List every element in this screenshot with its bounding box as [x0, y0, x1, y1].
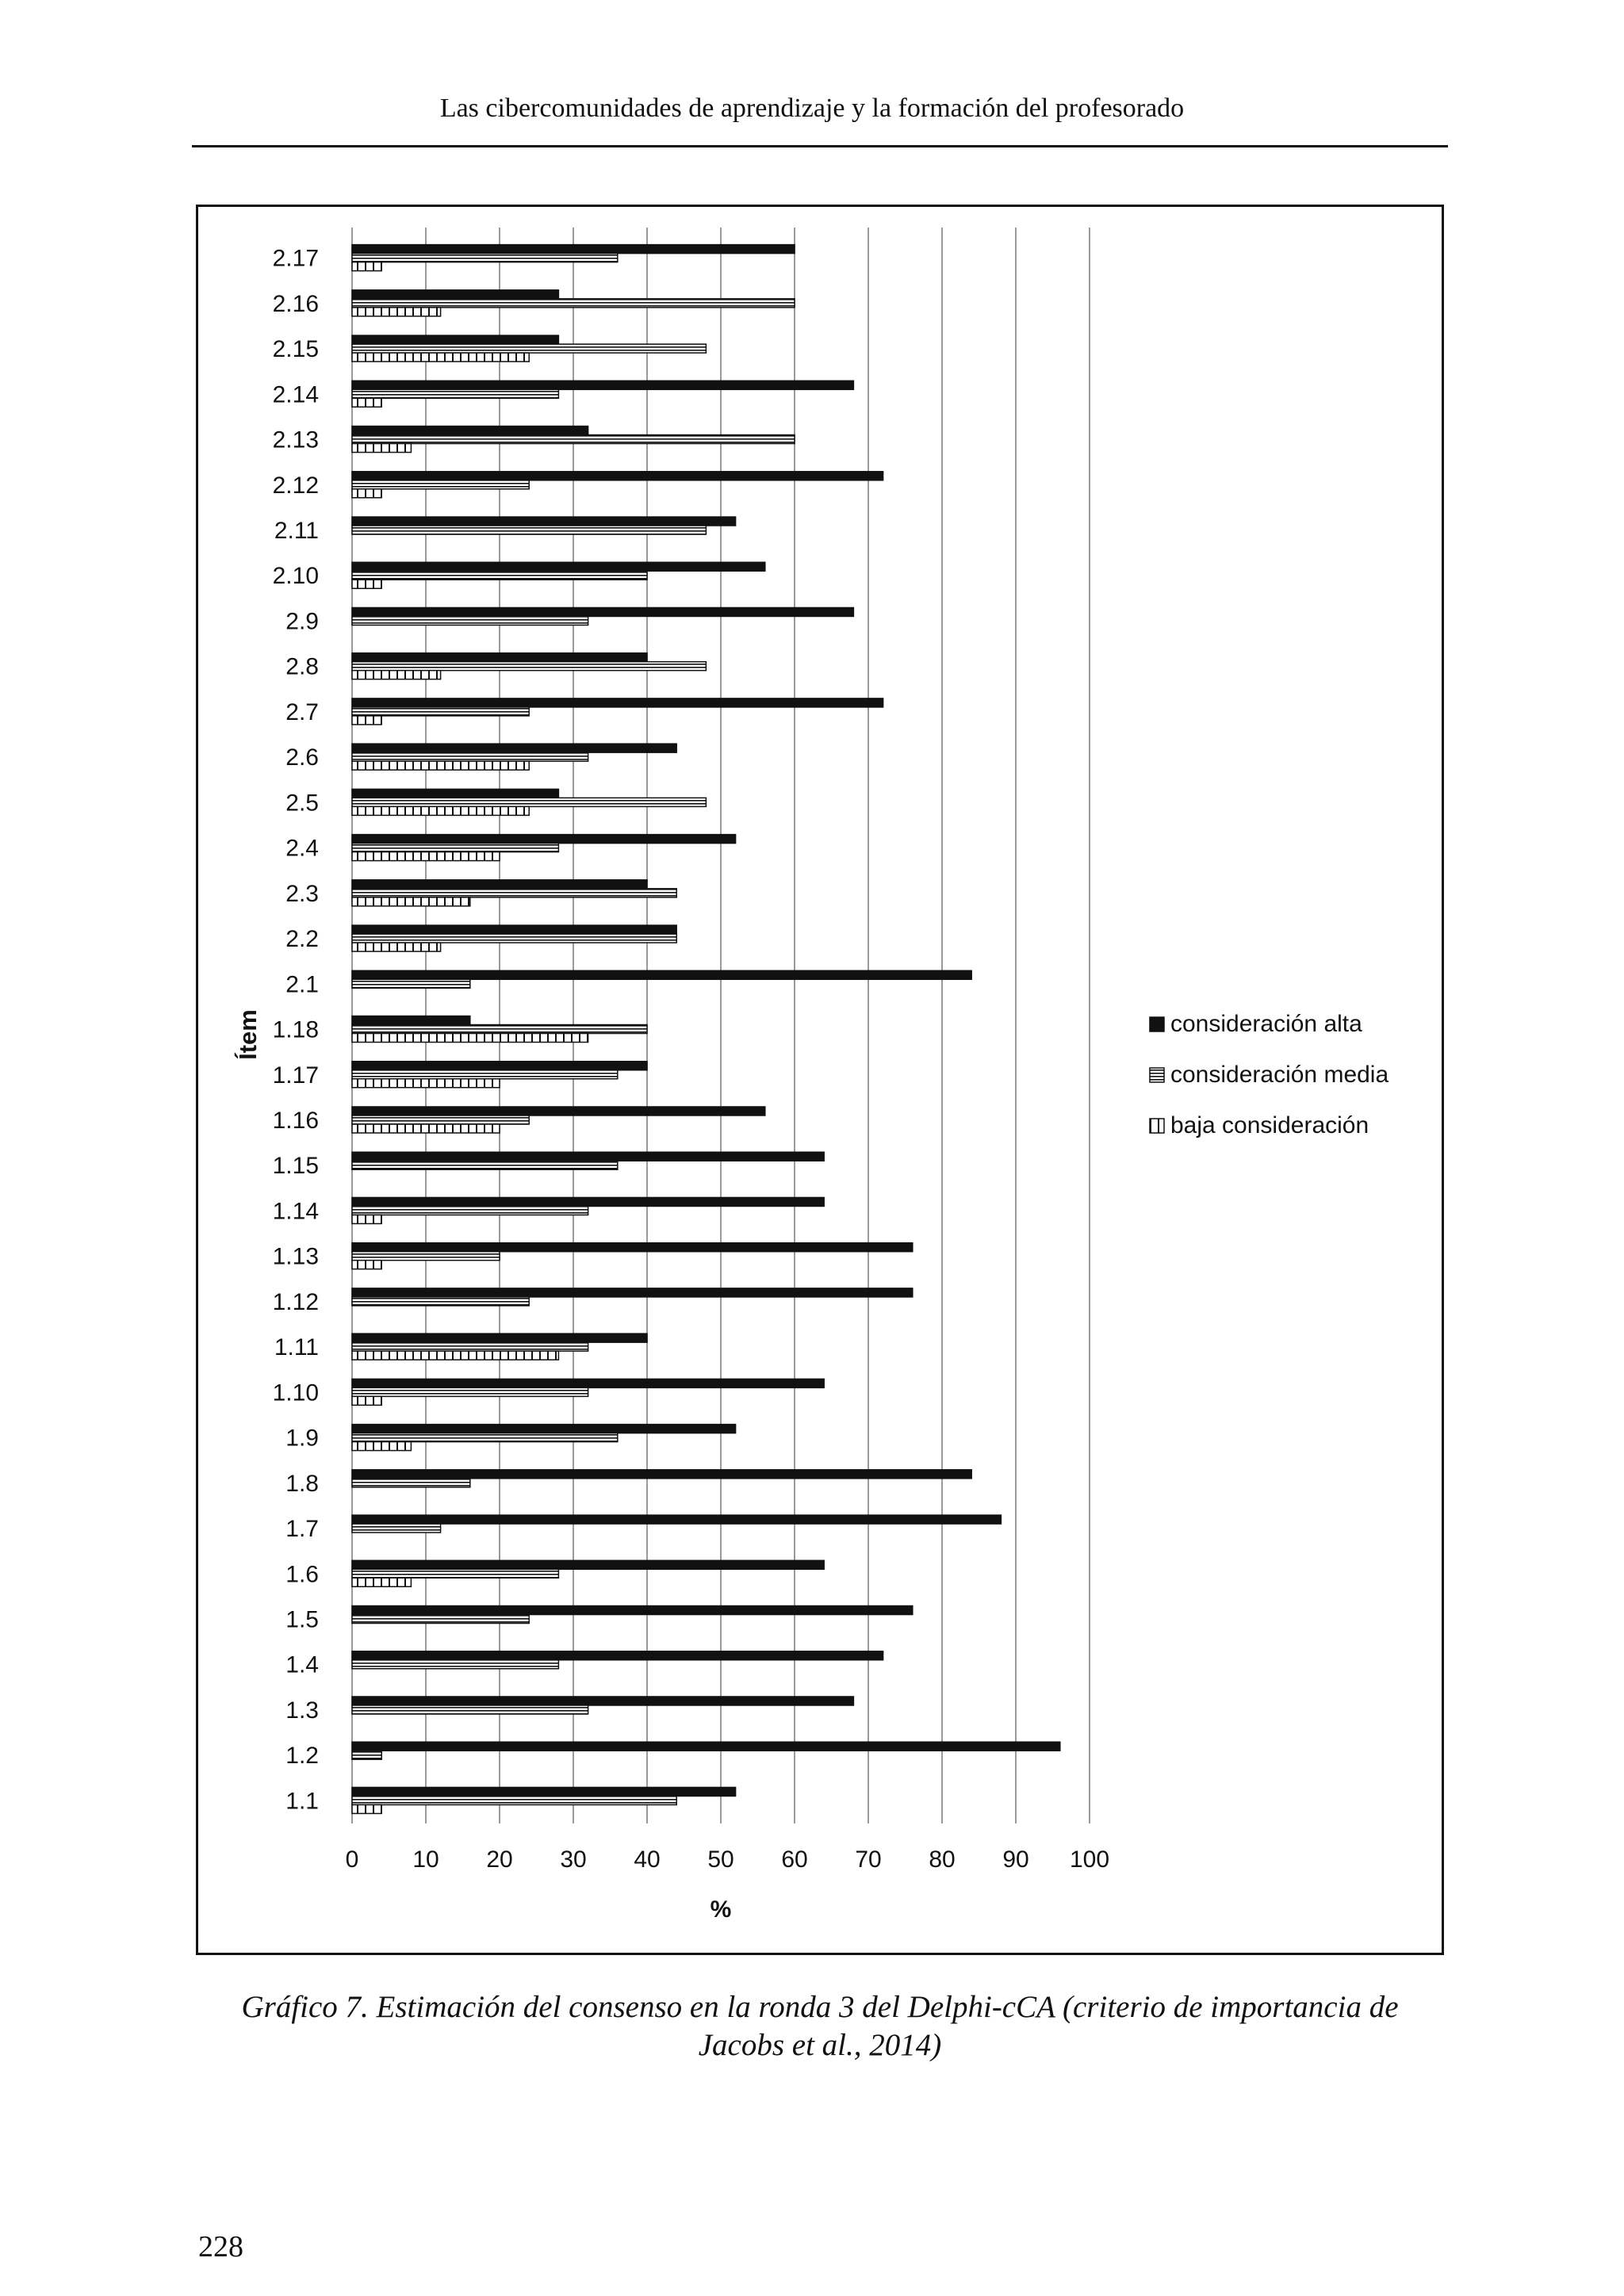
bar-horizontal-lines-item-1.12: [352, 1297, 529, 1306]
y-tick-label: 2.15: [272, 336, 319, 363]
legend-swatch-vertical-lines: [1150, 1119, 1164, 1133]
y-tick-label: 1.14: [272, 1198, 319, 1225]
y-tick-label: 1.17: [272, 1062, 319, 1089]
legend-entry: consideración alta: [1170, 1011, 1362, 1037]
y-tick-label: 1.8: [285, 1470, 319, 1497]
legend-entry: baja consideración: [1170, 1112, 1369, 1138]
bar-solid-item-2.6: [352, 744, 676, 752]
bar-solid-item-1.5: [352, 1606, 913, 1615]
bar-horizontal-lines-item-2.3: [352, 889, 676, 897]
bar-solid-item-2.17: [352, 245, 795, 254]
y-tick-label: 2.6: [285, 744, 319, 771]
y-tick-label: 2.2: [285, 926, 319, 953]
x-tick-label: 0: [345, 1846, 359, 1873]
x-tick-label: 10: [412, 1846, 439, 1873]
bar-vertical-lines-item-2.10: [352, 580, 381, 588]
bar-solid-item-2.3: [352, 880, 647, 889]
y-tick-label: 1.15: [272, 1153, 319, 1180]
bar-solid-item-2.15: [352, 335, 558, 344]
bar-solid-item-1.9: [352, 1425, 736, 1433]
y-tick-label: 2.9: [285, 608, 319, 635]
bar-vertical-lines-item-1.11: [352, 1351, 558, 1360]
bar-horizontal-lines-item-1.5: [352, 1615, 529, 1624]
y-tick-label: 1.3: [285, 1697, 319, 1724]
y-tick-label: 1.6: [285, 1561, 319, 1588]
y-tick-label: 2.8: [285, 653, 319, 680]
bar-horizontal-lines-item-1.11: [352, 1342, 588, 1351]
x-tick-label: 70: [855, 1846, 882, 1873]
figure-caption: [192, 1988, 1448, 2064]
bar-horizontal-lines-item-1.13: [352, 1252, 500, 1261]
bar-vertical-lines-item-1.13: [352, 1261, 381, 1269]
bar-vertical-lines-item-1.16: [352, 1124, 500, 1133]
bar-horizontal-lines-item-2.2: [352, 934, 676, 943]
bar-horizontal-lines-item-1.10: [352, 1387, 588, 1396]
bar-vertical-lines-item-2.2: [352, 943, 441, 951]
bar-solid-item-2.4: [352, 835, 736, 844]
y-tick-label: 1.11: [274, 1334, 319, 1361]
running-header: Las cibercomunidades de aprendizaje y la formación del profesorado: [439, 94, 1185, 123]
bar-horizontal-lines-item-2.1: [352, 979, 470, 988]
y-tick-label: 2.11: [274, 517, 319, 544]
y-tick-label: 1.16: [272, 1107, 319, 1134]
x-tick-label: 80: [929, 1846, 956, 1873]
bar-solid-item-2.1: [352, 970, 971, 979]
bar-vertical-lines-item-2.14: [352, 398, 381, 407]
bar-solid-item-1.7: [352, 1515, 1001, 1524]
bar-solid-item-2.7: [352, 698, 883, 707]
bar-solid-item-1.1: [352, 1787, 736, 1796]
bar-solid-item-2.9: [352, 607, 853, 616]
bar-vertical-lines-item-1.9: [352, 1442, 411, 1451]
bar-vertical-lines-item-2.12: [352, 489, 381, 498]
legend-swatch-horizontal-lines: [1150, 1068, 1164, 1082]
x-tick-label: 50: [707, 1846, 734, 1873]
y-tick-label: 1.10: [272, 1380, 319, 1406]
bar-horizontal-lines-item-1.17: [352, 1070, 618, 1079]
bar-vertical-lines-item-2.4: [352, 852, 500, 861]
bar-solid-item-2.16: [352, 290, 558, 299]
bar-solid-item-1.3: [352, 1697, 853, 1705]
x-tick-label: 30: [560, 1846, 587, 1873]
bar-solid-item-1.4: [352, 1651, 883, 1660]
y-tick-label: 2.1: [285, 971, 319, 998]
bar-horizontal-lines-item-2.7: [352, 707, 529, 716]
bar-horizontal-lines-item-2.13: [352, 435, 795, 444]
bar-solid-item-1.10: [352, 1379, 824, 1387]
chart-frame: [196, 205, 1444, 1955]
bar-horizontal-lines-item-1.9: [352, 1433, 618, 1442]
bar-vertical-lines-item-2.13: [352, 444, 411, 453]
bar-vertical-lines-item-2.16: [352, 308, 441, 316]
x-tick-label: 90: [1002, 1846, 1029, 1873]
y-tick-label: 2.17: [272, 245, 319, 272]
y-tick-label: 2.10: [272, 563, 319, 590]
bar-solid-item-1.8: [352, 1470, 971, 1479]
bar-horizontal-lines-item-2.6: [352, 752, 588, 761]
y-tick-label: 2.3: [285, 880, 319, 907]
y-tick-label: 1.4: [285, 1651, 319, 1678]
bar-vertical-lines-item-2.5: [352, 806, 529, 815]
header-rule: [192, 145, 1448, 147]
bar-horizontal-lines-item-1.7: [352, 1524, 441, 1533]
bar-vertical-lines-item-2.3: [352, 897, 470, 906]
y-tick-label: 2.13: [272, 427, 319, 453]
bar-vertical-lines-item-2.8: [352, 671, 441, 679]
bar-solid-item-1.14: [352, 1197, 824, 1206]
bar-horizontal-lines-item-2.15: [352, 344, 706, 353]
bar-solid-item-1.13: [352, 1243, 913, 1252]
y-tick-label: 1.1: [285, 1788, 319, 1815]
bar-solid-item-1.2: [352, 1742, 1060, 1751]
bar-horizontal-lines-item-1.3: [352, 1705, 588, 1714]
bar-solid-item-2.13: [352, 427, 588, 435]
bar-horizontal-lines-item-2.17: [352, 254, 618, 262]
x-tick-label: 60: [781, 1846, 808, 1873]
bar-horizontal-lines-item-2.5: [352, 798, 706, 806]
bar-solid-item-2.2: [352, 925, 676, 934]
bar-horizontal-lines-item-1.15: [352, 1161, 618, 1169]
bar-horizontal-lines-item-1.1: [352, 1796, 676, 1804]
bar-vertical-lines-item-2.7: [352, 716, 381, 725]
x-tick-label: 20: [486, 1846, 513, 1873]
bar-solid-item-2.10: [352, 562, 765, 571]
bar-horizontal-lines-item-1.14: [352, 1206, 588, 1215]
bar-solid-item-1.6: [352, 1560, 824, 1569]
bar-chart: [198, 207, 1442, 1953]
bar-vertical-lines-item-2.6: [352, 761, 529, 770]
bar-solid-item-1.11: [352, 1334, 647, 1342]
bar-vertical-lines-item-2.17: [352, 262, 381, 271]
bar-solid-item-2.11: [352, 517, 736, 526]
bar-horizontal-lines-item-2.9: [352, 616, 588, 625]
bar-horizontal-lines-item-2.11: [352, 526, 706, 534]
bar-horizontal-lines-item-2.8: [352, 662, 706, 671]
bar-vertical-lines-item-2.15: [352, 353, 529, 362]
y-tick-label: 2.12: [272, 472, 319, 499]
legend: [1150, 1011, 1388, 1138]
bar-vertical-lines-item-1.10: [352, 1396, 381, 1405]
bar-solid-item-2.12: [352, 472, 883, 480]
y-tick-label: 1.12: [272, 1288, 319, 1315]
caption-line-2: Jacobs et al., 2014): [698, 2028, 942, 2062]
bar-horizontal-lines-item-1.2: [352, 1751, 381, 1759]
bar-horizontal-lines-item-1.18: [352, 1025, 647, 1034]
y-tick-label: 1.9: [285, 1425, 319, 1452]
y-tick-label: 2.16: [272, 290, 319, 317]
y-tick-label: 1.2: [285, 1743, 319, 1770]
y-tick-label: 1.5: [285, 1606, 319, 1633]
bar-solid-item-1.18: [352, 1016, 470, 1025]
x-tick-labels: [346, 1846, 1109, 1873]
bar-horizontal-lines-item-2.14: [352, 389, 558, 398]
legend-entry: consideración media: [1170, 1062, 1389, 1088]
bar-solid-item-2.5: [352, 789, 558, 798]
bar-horizontal-lines-item-1.8: [352, 1479, 470, 1487]
bar-solid-item-2.14: [352, 381, 853, 389]
bar-solid-item-1.12: [352, 1288, 913, 1297]
page-number: 228: [198, 2230, 243, 2263]
bar-horizontal-lines-item-1.6: [352, 1569, 558, 1578]
bar-horizontal-lines-item-2.12: [352, 480, 529, 489]
bars: [352, 245, 1060, 1814]
bar-solid-item-1.16: [352, 1107, 765, 1115]
x-axis-label: %: [710, 1896, 732, 1923]
caption-line-1: Gráfico 7. Estimación del consenso en la ronda 3 del Delphi-cCA (criterio de importancia de: [241, 1990, 1399, 2024]
legend-swatch-solid: [1150, 1017, 1164, 1031]
y-tick-label: 2.7: [285, 698, 319, 725]
y-tick-label: 2.5: [285, 790, 319, 817]
bar-vertical-lines-item-1.1: [352, 1804, 381, 1813]
y-tick-label: 1.7: [285, 1516, 319, 1543]
bar-solid-item-2.8: [352, 653, 647, 662]
bar-horizontal-lines-item-2.16: [352, 299, 795, 308]
bar-solid-item-1.17: [352, 1062, 647, 1070]
y-axis-label: Ítem: [234, 1009, 262, 1060]
y-tick-label: 2.14: [272, 381, 319, 408]
bar-horizontal-lines-item-2.10: [352, 571, 647, 580]
bar-vertical-lines-item-1.6: [352, 1578, 411, 1586]
y-tick-label: 1.18: [272, 1016, 319, 1043]
y-tick-label: 1.13: [272, 1243, 319, 1270]
y-tick-label: 2.4: [285, 835, 319, 862]
bar-horizontal-lines-item-1.4: [352, 1660, 558, 1669]
y-tick-labels: [273, 246, 319, 1815]
bar-horizontal-lines-item-2.4: [352, 844, 558, 852]
bar-vertical-lines-item-1.14: [352, 1215, 381, 1223]
x-tick-label: 40: [634, 1846, 661, 1873]
bar-vertical-lines-item-1.17: [352, 1079, 500, 1088]
bar-solid-item-1.15: [352, 1152, 824, 1161]
bar-vertical-lines-item-1.18: [352, 1034, 588, 1043]
bar-horizontal-lines-item-1.16: [352, 1115, 529, 1124]
x-tick-label: 100: [1069, 1846, 1110, 1873]
